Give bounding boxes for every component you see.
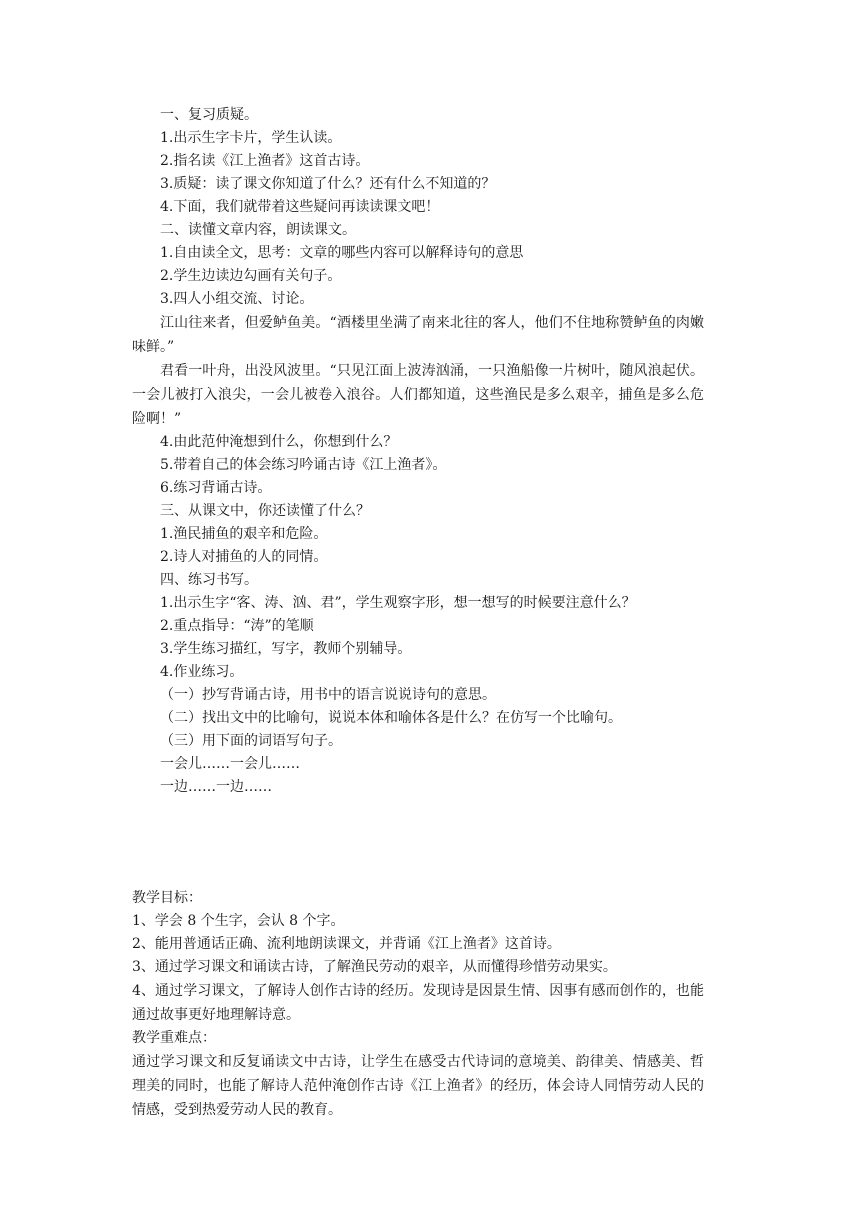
list-item: 4.由此范仲淹想到什么，你想到什么？ — [160, 434, 398, 450]
list-item: 2.诗人对捕鱼的人的同情。 — [160, 549, 328, 565]
section-heading-review: 一、复习质疑。 — [160, 107, 258, 123]
goal-item: 1、学会 8 个生字，会认 8 个字。 — [132, 913, 345, 929]
lesson-section — [132, 104, 704, 799]
list-item: 1.出示生字卡片，学生认读。 — [160, 130, 342, 146]
goal-item: 4、通过学习课文，了解诗人创作古诗的经历。发现诗是因景生情、因事有感而创作的，也能通过故事更好地理解诗意。 — [132, 983, 704, 1023]
goals-section — [132, 887, 704, 1122]
section-spacer — [132, 799, 704, 887]
list-item: 2.指名读《江上渔者》这首古诗。 — [160, 153, 370, 169]
section-heading-understand: 三、从课文中，你还读懂了什么？ — [160, 503, 370, 519]
homework-item: （二）找出文中的比喻句，说说本体和喻体各是什么？在仿写一个比喻句。 — [160, 710, 622, 726]
goal-item: 2、能用普通话正确、流利地朗读课文，并背诵《江上渔者》这首诗。 — [132, 936, 561, 952]
list-item: 6.练习背诵古诗。 — [160, 480, 272, 496]
goals-heading: 教学目标： — [132, 890, 202, 906]
list-item: 3.学生练习描红，写字，教师个别辅导。 — [160, 641, 412, 657]
list-item: 3.四人小组交流、讨论。 — [160, 291, 314, 307]
list-item: 2.学生边读边勾画有关句子。 — [160, 268, 342, 284]
list-item: 2.重点指导：“涛”的笔顺 — [160, 618, 314, 634]
list-item: 5.带着自己的体会练习吟诵古诗《江上渔者》。 — [160, 457, 447, 473]
homework-item: （一）抄写背诵古诗，用书中的语言说说诗句的意思。 — [160, 687, 496, 703]
list-item: 4.下面，我们就带着这些疑问再读读课文吧！ — [160, 199, 440, 215]
section-heading-writing: 四、练习书写。 — [160, 572, 258, 588]
difficulty-text: 通过学习课文和反复诵读文中古诗，让学生在感受古代诗词的意境美、韵律美、情感美、哲理美的同时，也能了解诗人范仲淹创作古诗《江上渔者》的经历，体会诗人同情劳动人民的情感，受到热爱劳动人民的教育。 — [132, 1054, 704, 1118]
poem-paragraph-2: 君看一叶舟，出没风波里。“只见江面上波涛汹涌，一只渔船像一片树叶，随风浪起伏。一会儿被打入浪尖，一会儿被卷入浪谷。人们都知道，这些渔民是多么艰辛，捕鱼是多么危险啊！” — [132, 363, 704, 427]
list-item: 1.出示生字“客、涛、汹、君”，学生观察字形，想一想写的时候要注意什么？ — [160, 595, 636, 611]
list-item: 3.质疑：读了课文你知道了什么？还有什么不知道的？ — [160, 176, 496, 192]
section-heading-read: 二、读懂文章内容，朗读课文。 — [160, 222, 356, 238]
list-item: 1.自由读全文，思考：文章的哪些内容可以解释诗句的意思 — [160, 245, 524, 261]
difficulty-heading: 教学重难点： — [132, 1030, 216, 1046]
list-item: 4.作业练习。 — [160, 664, 244, 680]
poem-paragraph-1: 江山往来者，但爱鲈鱼美。“酒楼里坐满了南来北往的客人，他们不住地称赞鲈鱼的肉嫩味鲜。” — [132, 315, 704, 355]
list-item: 1.渔民捕鱼的艰辛和危险。 — [160, 526, 328, 542]
homework-item: （三）用下面的词语写句子。 — [160, 733, 342, 749]
word-pattern: 一会儿……一会儿…… — [160, 756, 300, 772]
goal-item: 3、通过学习课文和诵读古诗，了解渔民劳动的艰辛，从而懂得珍惜劳动果实。 — [132, 959, 617, 975]
word-pattern: 一边……一边…… — [160, 779, 272, 795]
document-page — [132, 104, 704, 1122]
